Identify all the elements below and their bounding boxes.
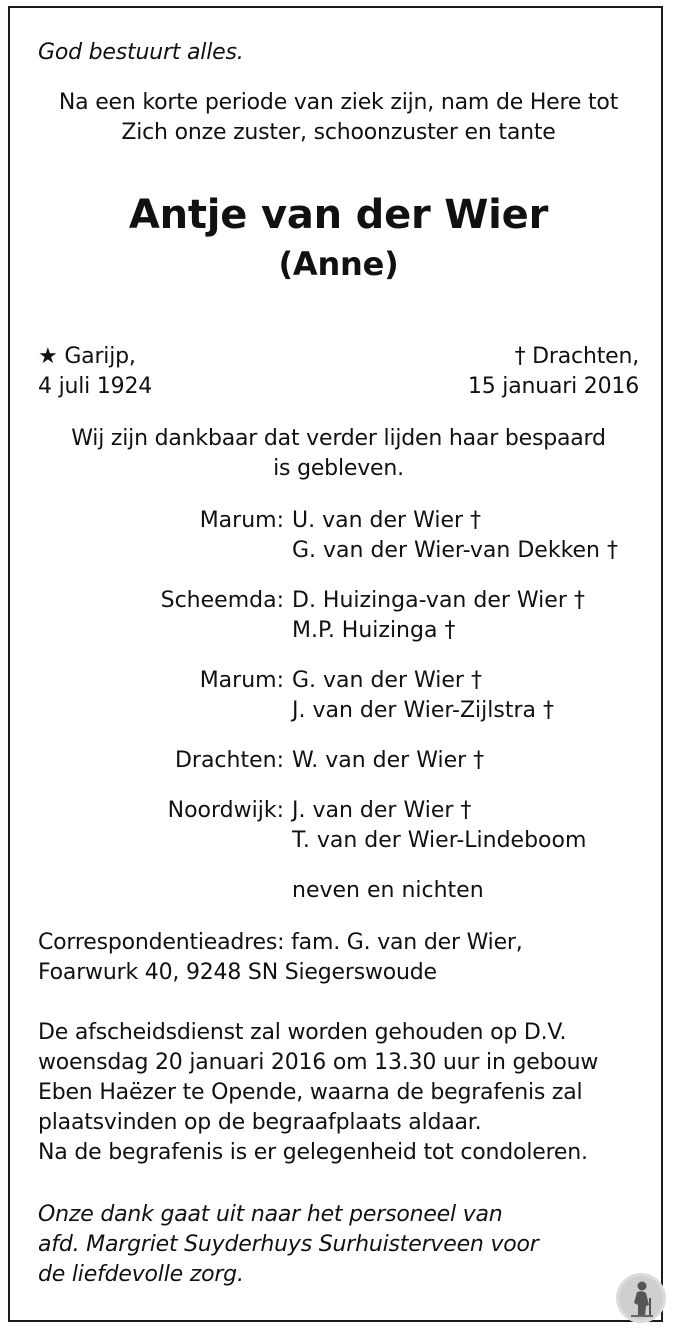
family-member: M.P. Huizinga †	[292, 618, 456, 643]
deceased-nickname: (Anne)	[278, 245, 399, 283]
family-member: W. van der Wier †	[292, 748, 485, 773]
family-place: Marum:	[199, 508, 284, 533]
birth-place: ★ Garijp,	[38, 344, 136, 369]
service-line-5: Na de begrafenis is er gelegenheid tot condoleren.	[38, 1140, 588, 1165]
deceased-name: Antje van der Wier	[128, 192, 549, 238]
thanks-line-3: de liefdevolle zorg.	[38, 1262, 244, 1287]
family-place: Drachten:	[174, 748, 284, 773]
death-date: 15 januari 2016	[467, 374, 639, 399]
family-member: G. van der Wier-van Dekken †	[292, 538, 618, 563]
birth-date: 4 juli 1924	[38, 374, 153, 399]
gratitude-line-2: is gebleven.	[273, 456, 404, 481]
family-member: T. van der Wier-Lindeboom	[292, 828, 587, 853]
service-line-3: Eben Haëzer te Opende, waarna de begrafenis zal	[38, 1080, 583, 1105]
family-member: G. van der Wier †	[292, 668, 482, 693]
service-line-4: plaatsvinden op de begraafplaats aldaar.	[38, 1110, 482, 1135]
intro-line-2: Zich onze zuster, schoonzuster en tante	[121, 120, 556, 145]
relatives: neven en nichten	[292, 878, 484, 903]
family-member: J. van der Wier †	[292, 798, 472, 823]
motto: God bestuurt alles.	[38, 40, 244, 65]
thanks-line-2: afd. Margriet Suyderhuys Surhuisterveen voor	[38, 1232, 539, 1257]
family-place: Noordwijk:	[167, 798, 284, 823]
death-place: † Drachten,	[514, 344, 639, 369]
service-line-1: De afscheidsdienst zal worden gehouden op D.V.	[38, 1020, 567, 1045]
mourner-figure-icon	[615, 1272, 667, 1324]
service-line-2: woensdag 20 januari 2016 om 13.30 uur in gebouw	[38, 1050, 599, 1075]
family-place: Marum:	[199, 668, 284, 693]
family-place: Scheemda:	[160, 588, 284, 613]
family-member: U. van der Wier †	[292, 508, 482, 533]
gratitude-line-1: Wij zijn dankbaar dat verder lijden haar bespaard	[71, 426, 606, 451]
thanks-line-1: Onze dank gaat uit naar het personeel van	[38, 1202, 503, 1227]
correspondence-line-1: Correspondentieadres: fam. G. van der Wier,	[38, 930, 523, 955]
correspondence-line-2: Foarwurk 40, 9248 SN Siegerswoude	[38, 960, 437, 985]
family-member: D. Huizinga-van der Wier †	[292, 588, 585, 613]
intro-line-1: Na een korte periode van ziek zijn, nam de Here tot	[58, 90, 619, 115]
family-member: J. van der Wier-Zijlstra †	[292, 698, 554, 723]
